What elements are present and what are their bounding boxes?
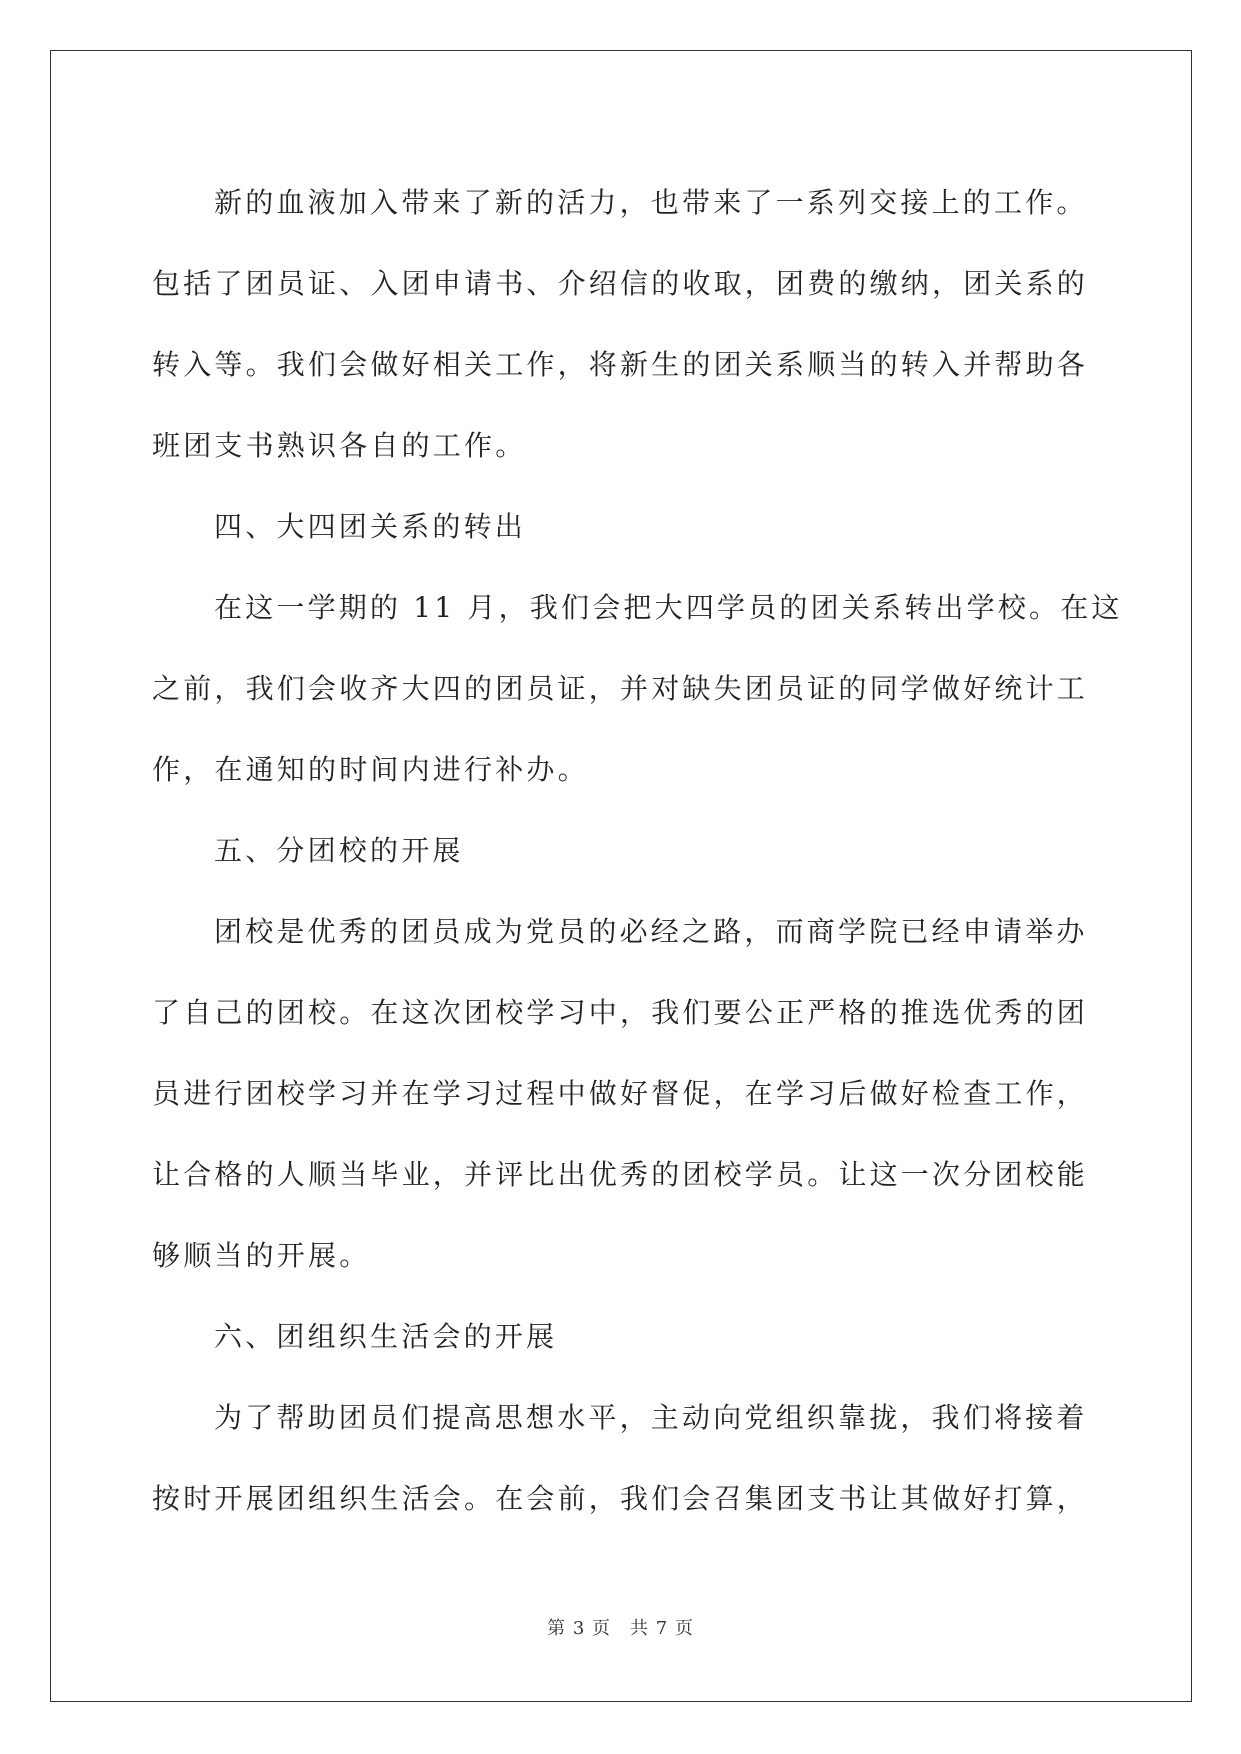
text-line: 新的血液加入带来了新的活力，也带来了一系列交接上的工作。 [214, 186, 1088, 219]
text-line: 够顺当的开展。 [152, 1239, 371, 1272]
text-line: 员进行团校学习并在学习过程中做好督促，在学习后做好检查工作， [152, 1077, 1089, 1110]
document-body [152, 162, 1123, 1539]
text-line: 作，在通知的时间内进行补办。 [152, 753, 589, 786]
section-heading: 五、分团校的开展 [214, 834, 464, 867]
text-line: 团校是优秀的团员成为党员的必经之路，而商学院已经申请举办 [214, 915, 1088, 948]
page-footer: 第 3 页 共 7 页 [547, 1618, 694, 1639]
text-line: 让合格的人顺当毕业，并评比出优秀的团校学员。让这一次分团校能 [152, 1158, 1089, 1191]
section-heading: 四、大四团关系的转出 [214, 510, 527, 543]
text-line: 按时开展团组织生活会。在会前，我们会召集团支书让其做好打算， [152, 1482, 1089, 1515]
text-line: 为了帮助团员们提高思想水平，主动向党组织靠拢，我们将接着 [214, 1401, 1088, 1434]
text-line: 在这一学期的 11 月，我们会把大四学员的团关系转出学校。在这 [214, 591, 1123, 624]
text-line: 班团支书熟识各自的工作。 [152, 429, 527, 462]
text-line: 转入等。我们会做好相关工作，将新生的团关系顺当的转入并帮助各 [152, 348, 1089, 381]
text-line: 了自己的团校。在这次团校学习中，我们要公正严格的推选优秀的团 [152, 996, 1089, 1029]
text-line: 之前，我们会收齐大四的团员证，并对缺失团员证的同学做好统计工 [152, 672, 1089, 705]
section-heading: 六、团组织生活会的开展 [214, 1320, 558, 1353]
text-line: 包括了团员证、入团申请书、介绍信的收取，团费的缴纳，团关系的 [152, 267, 1089, 300]
